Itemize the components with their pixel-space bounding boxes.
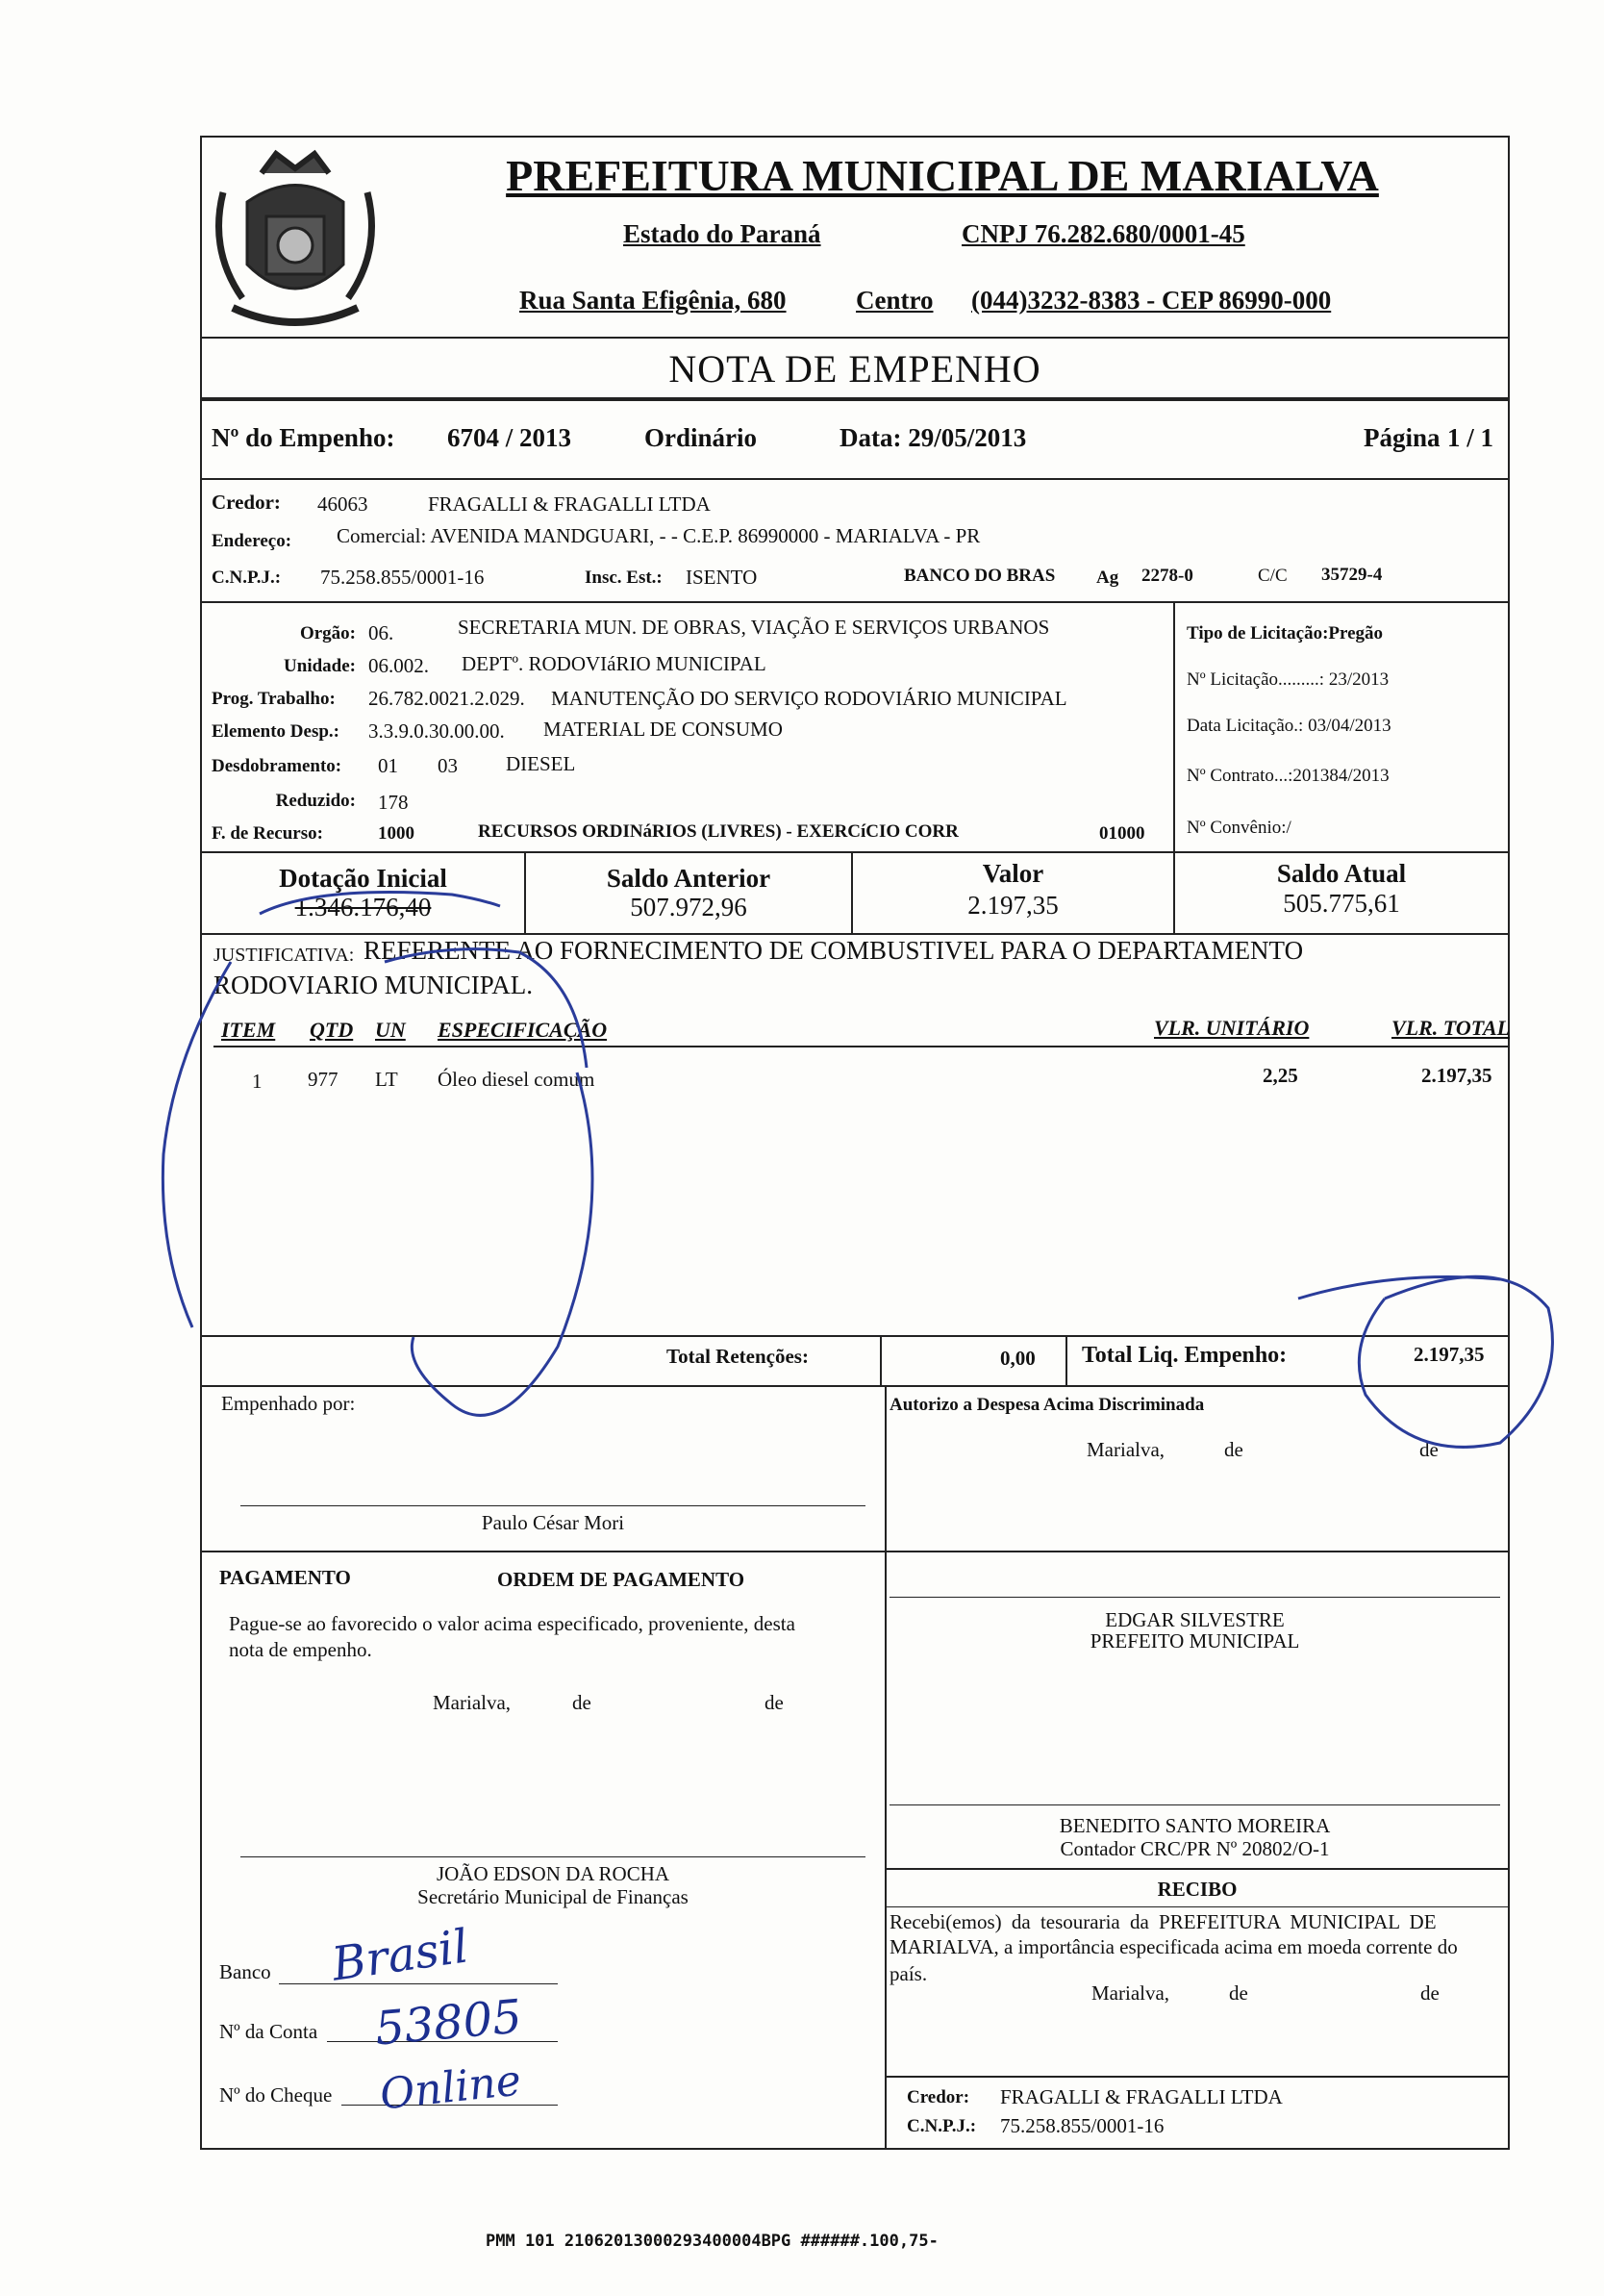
header-divider: [200, 337, 1510, 339]
empenho-type: Ordinário: [644, 423, 758, 452]
justificativa-line2: RODOVIARIO MUNICIPAL.: [213, 971, 534, 999]
empenhado-label: Empenhado por:: [221, 1392, 356, 1415]
page-number: 1 / 1: [1447, 423, 1494, 452]
orgao-label: Orgão:: [299, 623, 356, 643]
orgao-name: SECRETARIA MUN. DE OBRAS, VIAÇÃO E SERVIÇOS URBANOS: [458, 616, 1050, 639]
header-district: Centro: [856, 286, 934, 315]
item-vlr-unit: 2,25: [1263, 1064, 1298, 1087]
recibo-top-line: [885, 1868, 1510, 1870]
unidade-name: DEPTº. RODOVIáRIO MUNICIPAL: [462, 652, 766, 675]
retencoes-value: 0,00: [1000, 1347, 1036, 1370]
saldos-bottom-line: [200, 933, 1510, 935]
document-title: NOTA DE EMPENHO: [668, 347, 1041, 391]
recibo-credor-label: Credor:: [907, 2087, 970, 2107]
col-qtd-header: QTD: [310, 1018, 354, 1042]
recurso-name: RECURSOS ORDINáRIOS (LIVRES) - EXERCíCIO CORR: [478, 821, 959, 842]
unidade-code: 06.002.: [368, 654, 429, 677]
credor-code: 46063: [317, 492, 368, 516]
col-vlr-unit-header: VLR. UNITÁRIO: [1154, 1016, 1310, 1040]
insc-label: Insc. Est.:: [585, 568, 663, 588]
dotacao-inicial-value: 1.346.176,40: [294, 893, 432, 921]
cheque-handwriting: Online: [377, 2056, 524, 2120]
valor-header: Valor: [982, 859, 1044, 888]
reduzido-value: 178: [378, 791, 409, 814]
pagamento-de-2: de: [764, 1691, 784, 1714]
autorizo-city: Marialva,: [1087, 1438, 1165, 1461]
valor-value: 2.197,35: [967, 891, 1059, 920]
totals-div-1: [880, 1335, 882, 1385]
recibo-text-3: país.: [890, 1962, 928, 1985]
insc-value: ISENTO: [686, 566, 758, 589]
recibo-text-2: MARIALVA, a importância especificada acima em moeda corrente do: [890, 1935, 1458, 1958]
contador-sign-line: [890, 1804, 1500, 1805]
saldo-anterior-value: 507.972,96: [630, 893, 747, 921]
saldo-atual-value: 505.775,61: [1283, 889, 1400, 918]
agency-label: Ag: [1096, 568, 1119, 588]
empenho-number: 6704 / 2013: [447, 423, 572, 452]
orgao-code: 06.: [368, 621, 394, 644]
coat-of-arms-logo: [204, 144, 387, 337]
banco-handwriting: Brasil: [328, 1919, 472, 1992]
credor-cnpj: 75.258.855/0001-16: [320, 566, 485, 589]
liquido-value: 2.197,35: [1414, 1343, 1485, 1366]
signature-line-1: [240, 1505, 865, 1506]
header-cnpj: CNPJ 76.282.680/0001-45: [962, 219, 1245, 248]
dotacao-inicial-header: Dotação Inicial: [279, 864, 447, 893]
saldos-top-line: [200, 851, 1510, 853]
autorizo-de-2: de: [1419, 1438, 1439, 1461]
empenhado-signer: Paulo César Mori: [481, 1511, 625, 1534]
pagamento-city: Marialva,: [433, 1691, 512, 1714]
credor-address: Comercial: AVENIDA MANDGUARI, - - C.E.P. 86990000 - MARIALVA - PR: [337, 524, 981, 547]
bank-name: BANCO DO BRAS: [904, 566, 1056, 586]
licitacao-tipo: Tipo de Licitação:Pregão: [1187, 623, 1384, 643]
dotacao-top-line: [200, 601, 1510, 603]
conta-handwriting: 53805: [372, 1989, 524, 2056]
licitacao-numero: Nº Licitação.........: 23/2013: [1187, 669, 1390, 690]
ordem-pagamento-label: ORDEM DE PAGAMENTO: [497, 1568, 745, 1591]
prog-name: MANUTENÇÃO DO SERVIÇO RODOVIÁRIO MUNICIPAL: [551, 687, 1067, 710]
account-number: 35729-4: [1321, 565, 1383, 585]
justificativa-line1: REFERENTE AO FORNECIMENTO DE COMBUSTIVEL PARA O DEPARTAMENTO: [363, 936, 1304, 965]
col-esp-header: ESPECIFICAÇÃO: [438, 1018, 608, 1042]
desdobramento-name: DIESEL: [506, 752, 576, 775]
autorizo-text: Autorizo a Despesa Acima Discriminada: [890, 1395, 1205, 1415]
recibo-de-2: de: [1420, 1981, 1440, 2005]
credor-top-line: [200, 478, 1510, 480]
desdobramento-b: 03: [438, 754, 458, 777]
contador-name: BENEDITO SANTO MOREIRA: [1059, 1814, 1331, 1837]
recibo-cnpj: 75.258.855/0001-16: [1000, 2114, 1165, 2137]
item-number: 1: [252, 1070, 263, 1093]
recibo-title: RECIBO: [1157, 1878, 1238, 1901]
totals-div-2: [1065, 1335, 1067, 1385]
retencoes-label: Total Retenções:: [666, 1345, 809, 1368]
address-label: Endereço:: [212, 531, 292, 551]
pagamento-top-line: [200, 1551, 1510, 1552]
item-un: LT: [375, 1068, 398, 1091]
prefeito-role: PREFEITO MUNICIPAL: [1090, 1629, 1300, 1653]
desdobramento-label: Desdobramento:: [212, 756, 342, 776]
pagamento-de-1: de: [572, 1691, 591, 1714]
convenio-numero: Nº Convênio:/: [1187, 818, 1291, 838]
recibo-credor-line: [885, 2076, 1510, 2078]
pagamento-text-2: nota de empenho.: [229, 1638, 372, 1661]
credor-cnpj-label: C.N.P.J.:: [212, 568, 282, 588]
saldo-anterior-header: Saldo Anterior: [606, 864, 771, 893]
prog-code: 26.782.0021.2.029.: [368, 687, 525, 710]
totals-top-line: [200, 1335, 1510, 1337]
header-street: Rua Santa Efigênia, 680: [519, 286, 787, 315]
elemento-code: 3.3.9.0.30.00.00.: [368, 719, 505, 743]
item-vlr-total: 2.197,35: [1421, 1064, 1492, 1087]
state-name: Estado do Paraná: [623, 219, 821, 248]
licitacao-divider: [1173, 601, 1175, 851]
footer-code: PMM 101 21062013000293400004BPG ######.100,75-: [486, 2232, 939, 2251]
totals-bottom-line: [200, 1385, 1510, 1387]
recibo-de-1: de: [1229, 1981, 1248, 2005]
col-vlr-total-header: VLR. TOTAL: [1391, 1016, 1511, 1040]
pagamento-label: PAGAMENTO: [219, 1566, 351, 1589]
justificativa-label: JUSTIFICATIVA:: [213, 945, 355, 966]
recibo-title-line: [885, 1906, 1510, 1907]
prog-label: Prog. Trabalho:: [212, 689, 336, 709]
page-title: PREFEITURA MUNICIPAL DE MARIALVA: [506, 151, 1379, 200]
pagamento-text-1: Pague-se ao favorecido o valor acima especificado, proveniente, desta: [229, 1612, 795, 1635]
header-phone-cep: (044)3232-8383 - CEP 86990-000: [971, 286, 1332, 315]
licitacao-data: Data Licitação.: 03/04/2013: [1187, 716, 1391, 736]
cheque-label: Nº do Cheque: [219, 2083, 333, 2107]
account-label: C/C: [1258, 566, 1288, 586]
banco-line: [279, 1983, 558, 1984]
item-qtd: 977: [308, 1068, 338, 1091]
secretario-name: JOÃO EDSON DA ROCHA: [436, 1862, 670, 1885]
recurso-label: F. de Recurso:: [212, 823, 323, 844]
recurso-code: 1000: [378, 823, 414, 844]
desdobramento-a: 01: [378, 754, 398, 777]
center-divider: [885, 1385, 887, 2150]
empenho-date: Data: 29/05/2013: [840, 423, 1027, 452]
saldo-atual-header: Saldo Atual: [1276, 859, 1407, 888]
autorizo-de-1: de: [1224, 1438, 1243, 1461]
recibo-credor-name: FRAGALLI & FRAGALLI LTDA: [1000, 2085, 1283, 2108]
page-label: Página: [1364, 423, 1441, 452]
contrato-numero: Nº Contrato...:201384/2013: [1187, 766, 1390, 786]
items-header-line: [213, 1046, 1510, 1047]
credor-label: Credor:: [212, 491, 281, 514]
col-item-header: ITEM: [221, 1018, 276, 1042]
prefeito-name: EDGAR SILVESTRE: [1105, 1608, 1285, 1631]
recurso-number: 01000: [1099, 823, 1145, 844]
empenho-number-label: Nº do Empenho:: [212, 423, 395, 452]
elemento-label: Elemento Desp.:: [212, 721, 339, 742]
reduzido-label: Reduzido:: [275, 791, 356, 811]
elemento-name: MATERIAL DE CONSUMO: [543, 718, 783, 741]
unidade-label: Unidade:: [284, 656, 356, 676]
item-description: Óleo diesel comum: [438, 1068, 595, 1091]
recibo-text-1: Recebi(emos) da tesouraria da PREFEITURA MUNICIPAL DE: [890, 1910, 1437, 1933]
recibo-cnpj-label: C.N.P.J.:: [907, 2116, 977, 2136]
secretario-sign-line: [240, 1856, 865, 1857]
banco-label: Banco: [219, 1960, 271, 1983]
conta-label: Nº da Conta: [219, 2020, 318, 2043]
credor-name: FRAGALLI & FRAGALLI LTDA: [428, 492, 711, 516]
recibo-city: Marialva,: [1091, 1981, 1170, 2005]
prefeito-sign-line: [890, 1597, 1500, 1598]
liquido-label: Total Liq. Empenho:: [1082, 1343, 1288, 1368]
col-un-header: UN: [375, 1018, 406, 1042]
agency-number: 2278-0: [1141, 566, 1193, 586]
secretario-role: Secretário Municipal de Finanças: [417, 1885, 689, 1908]
contador-role: Contador CRC/PR Nº 20802/O-1: [1060, 1837, 1330, 1860]
